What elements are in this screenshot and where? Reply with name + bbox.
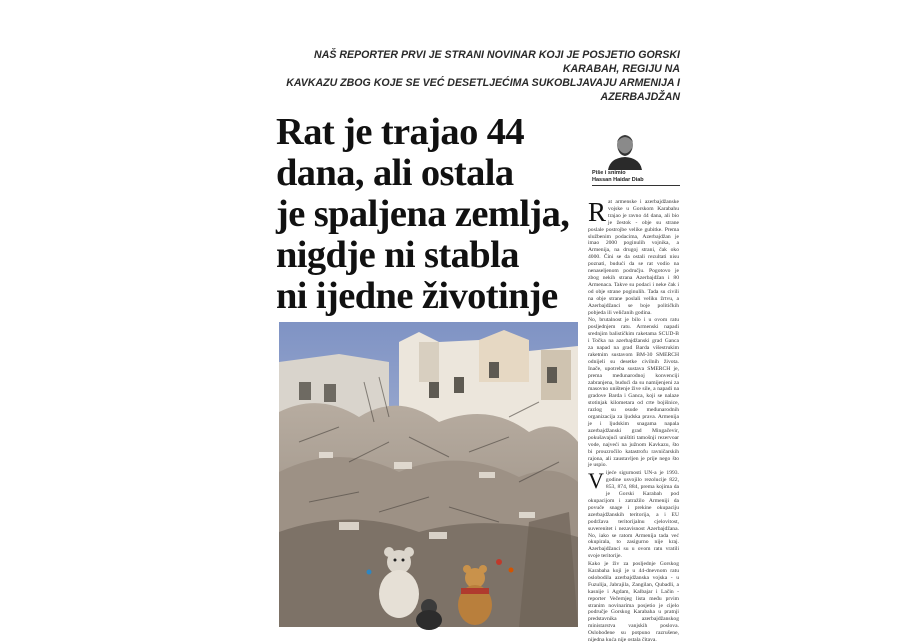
kicker-line-1: NAŠ REPORTER PRVI JE STRANI NOVINAR KOJI JE POSJETIO GORSKI KARABAH, REGIJU NA — [314, 49, 680, 75]
dropcap-r: R — [588, 197, 607, 227]
article-paragraph-1: at armenske i azerbajdžanske vojske u Gorskom Karabahu trajao je ravno 44 dana, ali bio je žestok - obje su strane poslale postrojbe velike gubitke. Prema službenim podacima, Azerbajdžan je imao 2000 poginulih vojnika, a Armenija, na drugoj strani, čak oko 4000. Čini se da ostali rezultati nisu poznati, budući da se rat vodio na nenaseljenom području. Pogotovo je zbog nekih strana Azerbajdžan i 80 Armenaca. Takve su podaci i neke čak i od obje strane poginulih. Tada su civili na obje strane poslali veliku žrtvu, a Azerbajdžanci se boje političkih pobjeda ili veličanih godina. — [588, 199, 679, 316]
byline-divider — [592, 185, 680, 186]
kicker — [270, 48, 680, 104]
kicker-line-2: KAVKAZU ZBOG KOJE SE VEĆ DESETLJEĆIMA SUKOBLJAVAJU ARMENIJA I AZERBAJDŽAN — [286, 77, 680, 103]
headline-line-5: ni ijedne životinje — [276, 275, 558, 317]
headline-line-3: je spaljena zemlja, — [276, 193, 570, 235]
author-photo — [604, 128, 646, 170]
dropcap-v: V — [588, 468, 604, 494]
headline-line-2: dana, ali ostala — [276, 152, 514, 194]
article-paragraph-2: No, brutalnost je bilo i u ovom ratu posljednjem ratu. Armenski napadi srednjim balističkim raketama SCUD-B i Točka na azerbajdžanski grad Ganca za napad na grad Barda višestrukim raketnim sustavom BM-30 SMERCH odnijeli su desetke civilnih života. Inače, upotreba sustava SMERCH je, prema međunarodnoj konvenciji zabranjena, budući da su namijenjeni za masovno uništenje žive sile, a napadi na gradove Barda i Ganca, koji se nalaze stotinjak kilometara od crte bojišnice, razlog su osude međunarodnih organizacija za ljudska prava. Armenija je i ljudskim snagama napala azerbajdžanski grad Mingačevir, pokušavajući uništiti tamošnji rezervoar vode, najveći na južnom Kavkazu, što bi prouzročilo katastrofu ravničarskih rajona, ali zaustavljen je prije nego što je uspio. — [588, 317, 679, 469]
author-credit: Piše i snimio — [592, 170, 626, 176]
author-byline — [592, 170, 662, 184]
article-column — [588, 197, 679, 644]
headline-line-4: nigdje ni stabla — [276, 234, 519, 276]
article-photo — [279, 322, 578, 627]
article-paragraph-3: ijeće sigurnosti UN-a je 1993. godine usvojilo rezolucije 822, 853, 874, 884, prema kojima da je Gorski Karabah pod okupacijom i zatražilo Armeniji da povuče snage i prekine okupaciju azerbajdžanskih teritorija, a i EU podržava teritorijalnu cjelovitost, suverenitet i nezavisnost Azerbajdžana. No, iako se ratom Armenija tada već okupirala, to zasigurno nije kraj. Azerbajdžanci su u ovom ratu vratili svoje teritorije. — [588, 470, 679, 560]
author-name: Hassan Haidar Diab — [592, 177, 644, 183]
headline — [276, 112, 606, 317]
article-paragraph-4: Kako je živ za posljednje Gorskog Karabaha koji je u 44-dnevnom ratu oslobodila azerbajdžanska vojska - u Fuzulija, Jabrajila, Zangilan, Qubadli, a kasnije i Agdam, Kalbajar i Lačin - reporter Večernjeg lista među prvim stranim novinarima posjetio je cijelo područje Gorskog Karabaha u pratnji predstavnika azerbajdžanskog ministarstva vanjskih poslova. Oslobođene su potpuno razrušene, nijedna kuća nije ostala čitava. — [588, 561, 679, 644]
headline-line-1: Rat je trajao 44 — [276, 111, 525, 153]
